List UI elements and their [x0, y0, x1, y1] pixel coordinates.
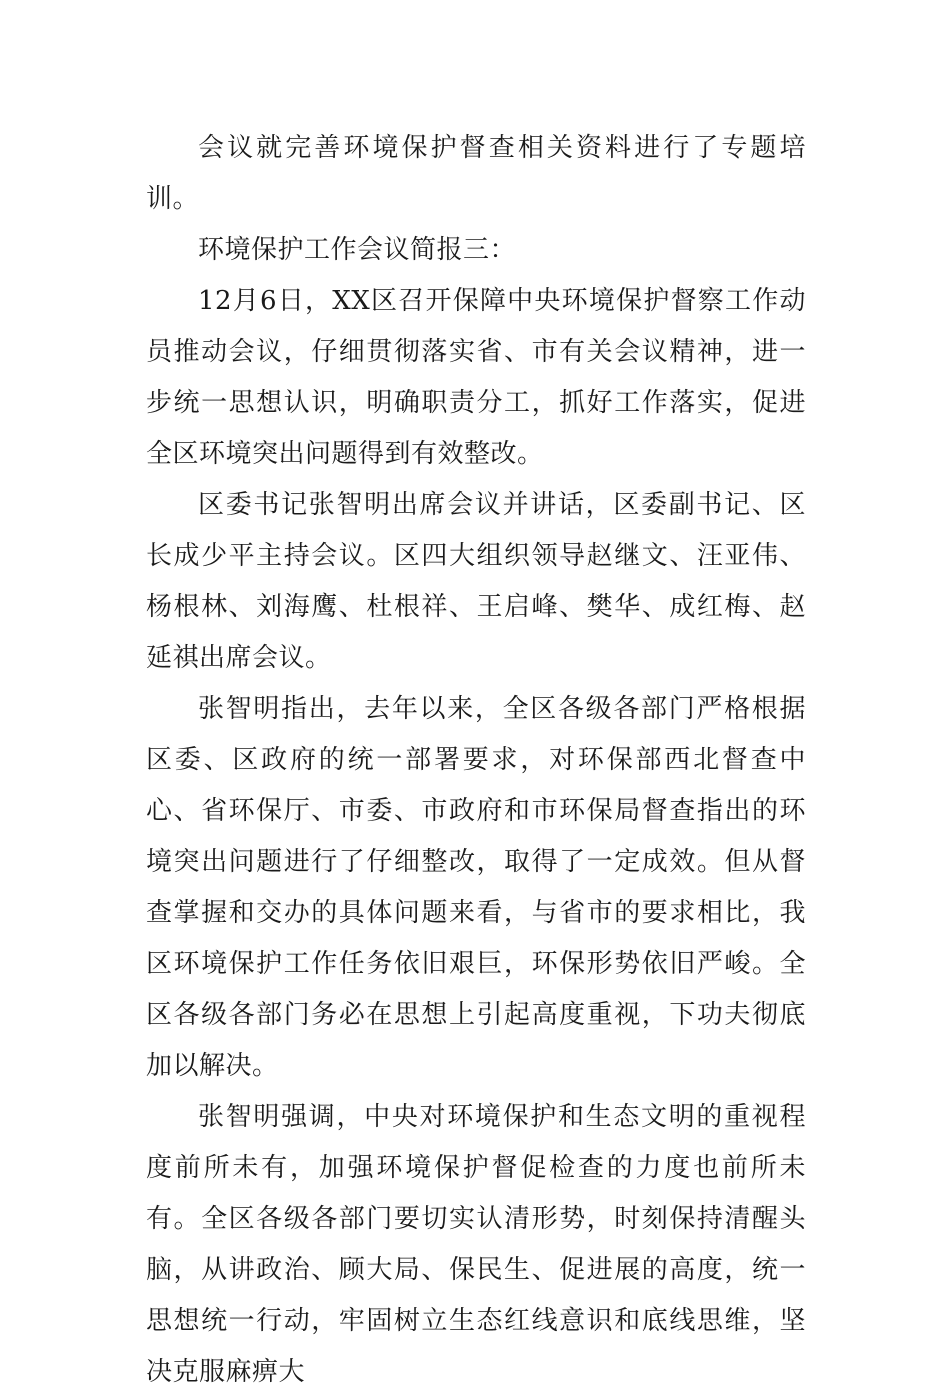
paragraph: 区委书记张智明出席会议并讲话，区委副书记、区长成少平主持会议。区四大组织领导赵继文、汪亚伟、杨根林、刘海鹰、杜根祥、王启峰、樊华、成红梅、赵延祺出席会议。 [146, 490, 806, 673]
paragraph: 12月6日，XX区召开保障中央环境保护督察工作动员推动会议，仔细贯彻落实省、市有关会议精神，进一步统一思想认识，明确职责分工，抓好工作落实，促进全区环境突出问题得到有效整改。 [146, 286, 806, 469]
document-body [146, 123, 806, 1398]
paragraph: 张智明指出，去年以来，全区各级各部门严格根据区委、区政府的统一部署要求，对环保部西北督查中心、省环保厅、市委、市政府和市环保局督查指出的环境突出问题进行了仔细整改，取得了一定成效。但从督查掌握和交办的具体问题来看，与省市的要求相比，我区环境保护工作任务依旧艰巨，环保形势依旧严峻。全区各级各部门务必在思想上引起高度重视，下功夫彻底加以解决。 [146, 694, 806, 1081]
section-heading: 环境保护工作会议简报三： [198, 235, 517, 265]
paragraph: 会议就完善环境保护督查相关资料进行了专题培训。 [146, 133, 806, 214]
paragraph: 张智明强调，中央对环境保护和生态文明的重视程度前所未有，加强环境保护督促检查的力度也前所未有。全区各级各部门要切实认清形势，时刻保持清醒头脑，从讲政治、顾大局、保民生、促进展的高度，统一思想统一行动，牢固树立生态红线意识和底线思维，坚决克服麻痹大 [146, 1102, 806, 1387]
